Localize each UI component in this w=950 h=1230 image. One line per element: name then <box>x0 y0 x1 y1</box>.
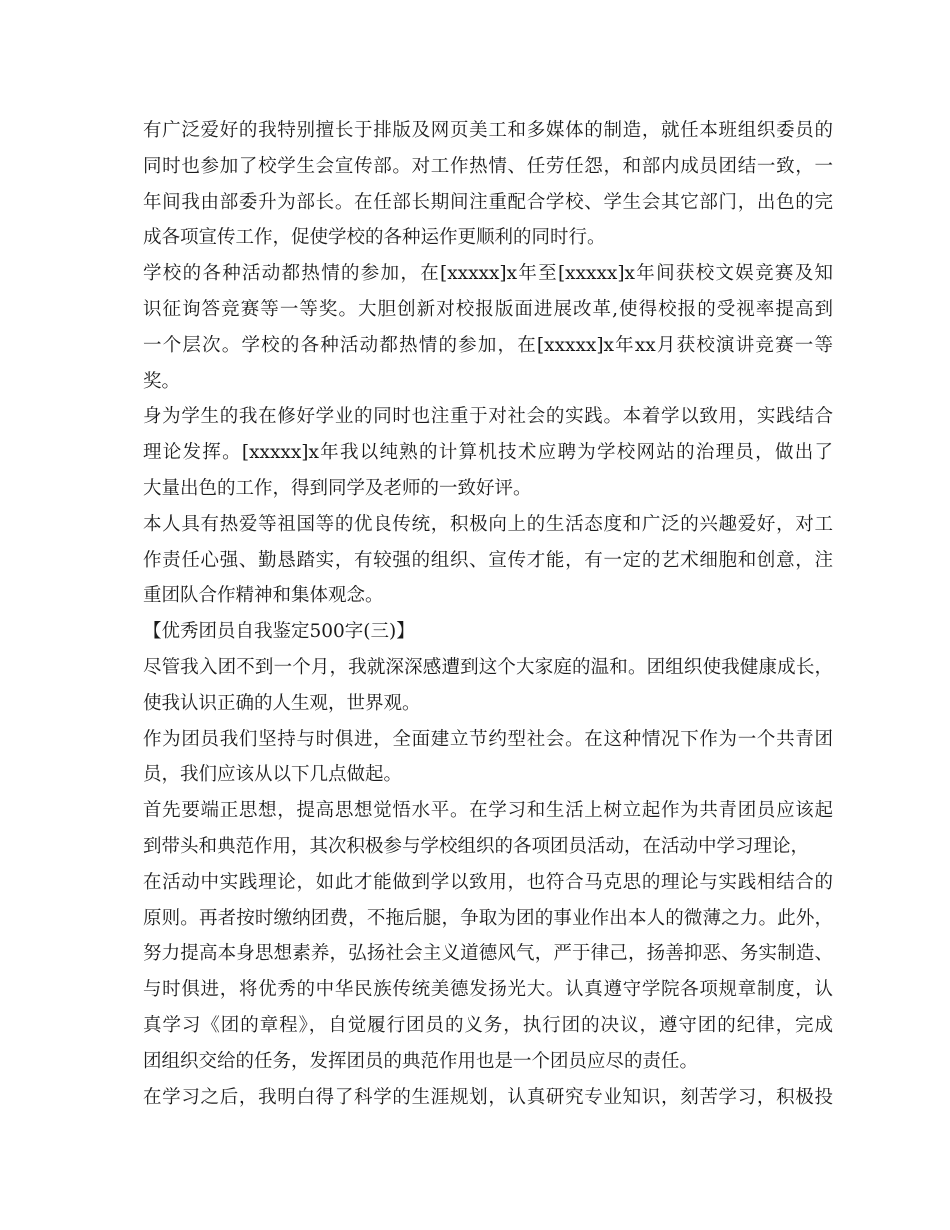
text-line: 有广泛爱好的我特别擅长于排版及网页美工和多媒体的制造，就任本班组织委员的 <box>143 120 833 141</box>
text-line: 大量出色的工作，得到同学及老师的一致好评。 <box>143 477 532 499</box>
text-line: 一个层次。学校的各种活动都热情的参加，在[xxxxx]x年xx月获校演讲竞赛一等 <box>143 334 833 356</box>
text-line: 作为团员我们坚持与时俱进，全面建立节约型社会。在这种情况下作为一个共青团 <box>143 728 833 750</box>
text-line: 尽管我入团不到一个月，我就深深感遭到这个大家庭的温和。团组织使我健康成长， <box>143 656 833 678</box>
text-line: 【优秀团员自我鉴定500字(三)】 <box>143 621 415 643</box>
text-line: 使我认识正确的人生观，世界观。 <box>143 692 421 714</box>
text-line: 真学习《团的章程》，自觉履行团员的义务，执行团的决议，遵守团的纪律，完成 <box>143 1014 833 1036</box>
text-line: 原则。再者按时缴纳团费，不拖后腿，争取为团的事业作出本人的微薄之力。此外， <box>143 907 833 929</box>
text-line: 本人具有热爱等祖国等的优良传统，积极向上的生活态度和广泛的兴趣爱好，对工 <box>143 513 833 535</box>
text-line: 理论发挥。[xxxxx]x年我以纯熟的计算机技术应聘为学校网站的治理员，做出了 <box>143 442 833 464</box>
text-line: 年间我由部委升为部长。在任部长期间注重配合学校、学生会其它部门，出色的完 <box>143 191 833 213</box>
text-line: 重团队合作精神和集体观念。 <box>143 585 384 607</box>
text-line: 团组织交给的任务，发挥团员的典范作用也是一个团员应尽的责任。 <box>143 1050 699 1072</box>
text-line: 在活动中实践理论，如此才能做到学以致用，也符合马克思的理论与实践相结合的 <box>143 871 833 893</box>
text-line: 身为学生的我在修好学业的同时也注重于对社会的实践。本着学以致用，实践结合 <box>143 406 833 428</box>
text-line: 奖。 <box>143 370 181 392</box>
document-body <box>143 113 833 1115</box>
text-line: 到带头和典范作用，其次积极参与学校组织的各项团员活动，在活动中学习理论， <box>143 835 810 857</box>
text-line: 在学习之后，我明白得了科学的生涯规划，认真研究专业知识，刻苦学习，积极投 <box>143 1086 833 1108</box>
text-line: 与时俱进，将优秀的中华民族传统美德发扬光大。认真遵守学院各项规章制度，认 <box>143 979 833 1001</box>
text-line: 成各项宣传工作，促使学校的各种运作更顺利的同时行。 <box>143 227 606 249</box>
text-line: 努力提高本身思想素养，弘扬社会主义道德风气，严于律己，扬善抑恶、务实制造、 <box>143 943 833 965</box>
text-line: 员，我们应该从以下几点做起。 <box>143 764 403 786</box>
text-line: 识征询答竞赛等一等奖。大胆创新对校报版面进展改革,使得校报的受视率提高到 <box>143 298 833 320</box>
text-line: 同时也参加了校学生会宣传部。对工作热情、任劳任怨，和部内成员团结一致，一 <box>143 155 833 177</box>
text-line: 作责任心强、勤恳踏实，有较强的组织、宣传才能，有一定的艺术细胞和创意，注 <box>143 549 833 571</box>
text-line: 首先要端正思想，提高思想觉悟水平。在学习和生活上树立起作为共青团员应该起 <box>143 800 833 822</box>
text-line: 学校的各种活动都热情的参加，在[xxxxx]x年至[xxxxx]x年间获校文娱竞赛及知 <box>143 263 833 285</box>
